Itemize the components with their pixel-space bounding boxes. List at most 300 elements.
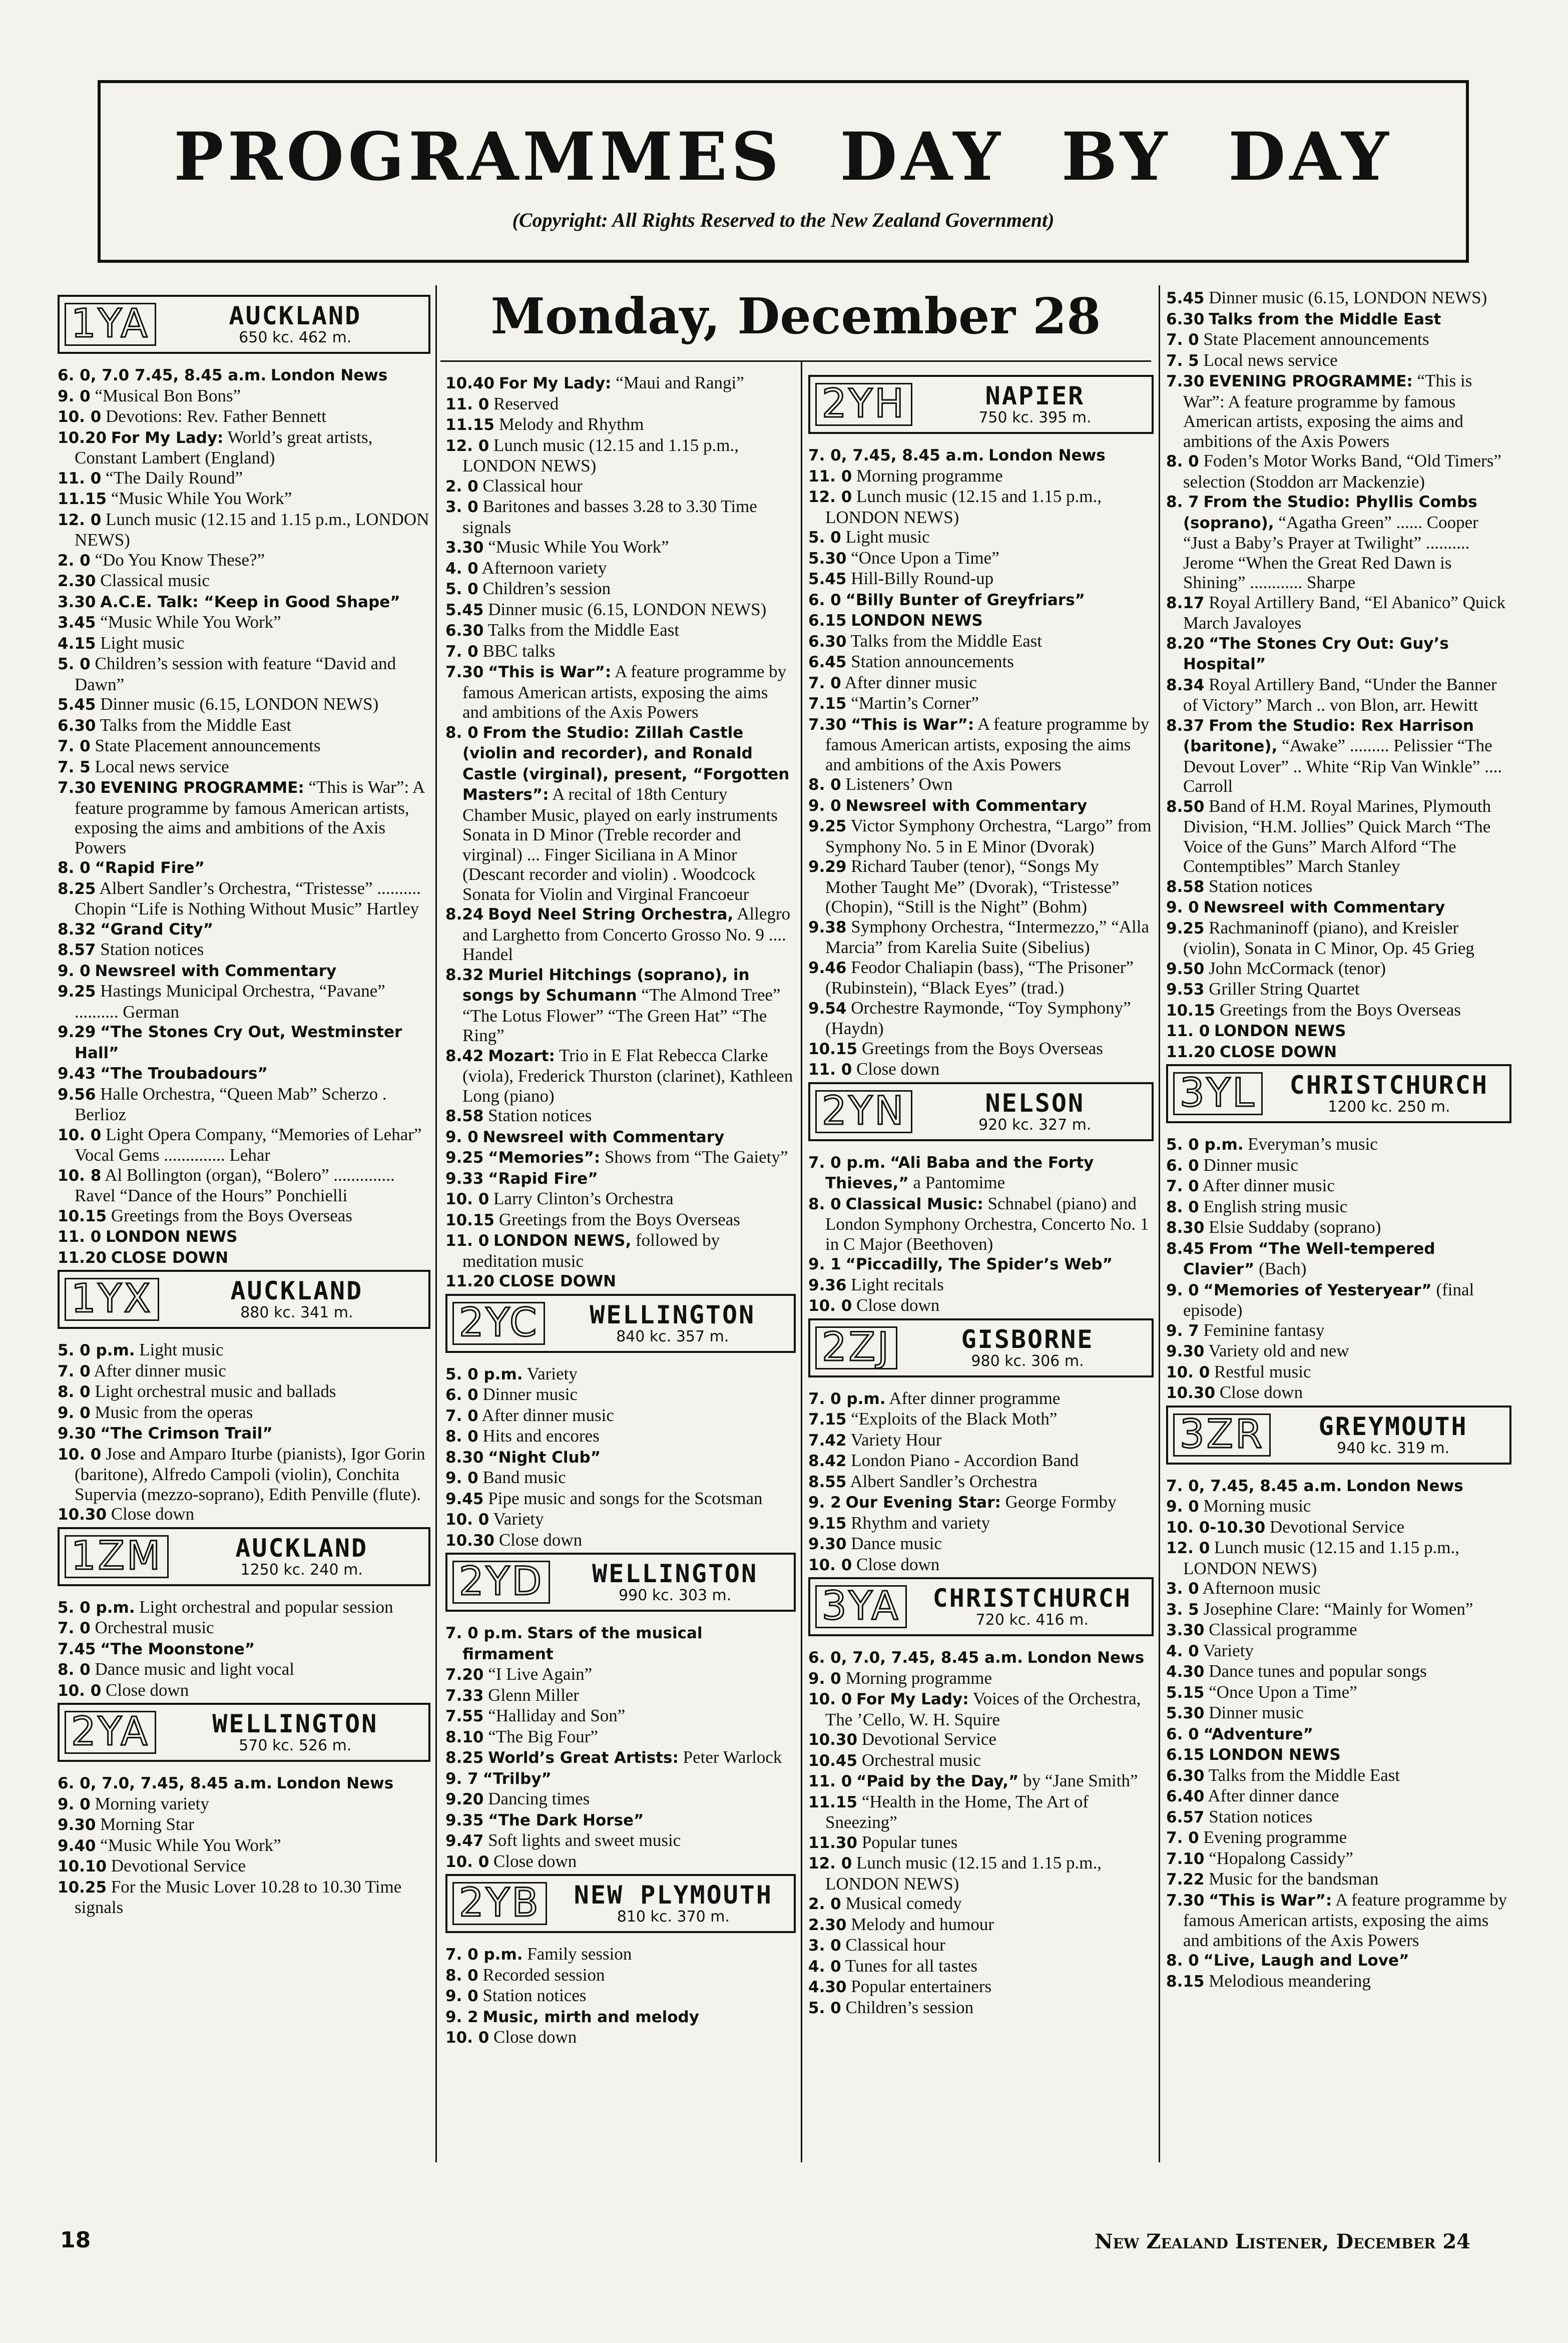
programme-description: “Once Upon a Time” — [1209, 1682, 1357, 1702]
programme-entry — [445, 435, 796, 476]
programme-entry — [808, 1039, 1154, 1060]
programme-time: 6.30 — [808, 632, 847, 651]
programme-title: London News — [988, 446, 1106, 464]
programme-description: Orchestral music — [95, 1618, 214, 1637]
programme-time: 10.20 — [58, 428, 107, 447]
programme-entry — [58, 1247, 430, 1268]
programme-entry — [58, 612, 430, 633]
station-call-sign: 1YA — [65, 303, 156, 346]
programme-entry — [58, 1659, 430, 1680]
programme-entry — [58, 1835, 430, 1856]
programme-title: Muriel Hitchings (soprano), in songs by Schumann — [462, 966, 750, 1005]
programme-title: EVENING PROGRAMME: — [1209, 372, 1413, 390]
programme-time: 6.15 — [1166, 1746, 1205, 1764]
programme-title: CLOSE DOWN — [111, 1248, 229, 1267]
programme-title: Boyd Neel String Orchestra, — [488, 905, 734, 923]
station-meta — [553, 1882, 794, 1926]
station-call-sign: 1YX — [65, 1278, 159, 1321]
programme-time: 4.30 — [1166, 1663, 1205, 1681]
programme-title: “Live, Laugh and Love” — [1203, 1952, 1409, 1970]
programme-entry — [808, 917, 1154, 958]
programme-entry — [58, 1402, 430, 1424]
programme-time: 10. 0 — [808, 1690, 852, 1708]
programme-title: London News — [1027, 1649, 1145, 1667]
programme-title: “The Moonstone” — [100, 1640, 255, 1658]
programme-description: Close down — [111, 1504, 195, 1524]
programme-entry — [1166, 350, 1511, 371]
programme-entry — [808, 1894, 1154, 1915]
programme-description: Trio in E Flat Rebecca Clarke (viola), Frederick Thurston (clarinet), Kathleen Long (piano) — [462, 1045, 793, 1106]
programme-title: “Adventure” — [1203, 1725, 1313, 1743]
programme-title: EVENING PROGRAMME: — [100, 779, 304, 797]
programme-time: 4.30 — [808, 1978, 847, 1996]
programme-entry — [58, 878, 430, 919]
programme-time: 8. 0 — [1166, 452, 1199, 471]
programme-description: Morning programme — [856, 465, 1003, 486]
programme-time: 10.30 — [445, 1531, 495, 1550]
programme-entry — [445, 558, 796, 579]
programme-description: Recorded session — [482, 1965, 605, 1985]
programme-time: 10.15 — [445, 1211, 495, 1229]
programme-time: 10. 8 — [58, 1166, 102, 1185]
programme-title: LONDON NEWS — [1209, 1746, 1341, 1764]
programme-description: Hits and encores — [482, 1426, 600, 1446]
programme-time: 9.40 — [58, 1836, 96, 1855]
station-city: AUCKLAND — [230, 1276, 363, 1305]
programme-description: Everyman’s music — [1248, 1134, 1378, 1154]
station-frequency: 1200 kc. 250 m. — [1328, 1098, 1450, 1116]
programme-time: 7.30 — [1166, 1891, 1205, 1910]
programme-entry — [1166, 1807, 1511, 1828]
programme-entry — [445, 1271, 796, 1292]
programme-description: Dinner music — [482, 1384, 578, 1404]
programme-time: 7. 0 — [1166, 1829, 1199, 1847]
programme-entry — [808, 1492, 1154, 1513]
programme-entry — [445, 394, 796, 415]
programme-entry — [1166, 918, 1511, 959]
programme-description: Light Opera Company, “Memories of Lehar” Vocal Gems .............. Lehar — [75, 1124, 422, 1165]
programme-time: 10.45 — [808, 1751, 858, 1770]
programme-description: Close down — [856, 1295, 940, 1315]
programme-time: 6. 0, 7.0 7.45, 8.45 a.m. — [58, 366, 267, 384]
programme-title: “Ali Baba and the Forty Thieves,” — [825, 1153, 1094, 1192]
programme-time: 7. 0 — [58, 1619, 91, 1637]
programme-entry — [808, 590, 1154, 611]
programme-entry — [1166, 288, 1511, 309]
programme-time: 7.22 — [1166, 1870, 1205, 1889]
programme-time: 11.15 — [445, 416, 495, 434]
programme-time: 8.25 — [58, 879, 96, 898]
programme-time: 11.20 — [445, 1272, 495, 1290]
programme-time: 5. 0 — [58, 655, 91, 673]
station-frequency: 880 kc. 341 m. — [240, 1304, 353, 1321]
programme-time: 7.42 — [808, 1431, 847, 1450]
programme-time: 10. 0 — [808, 1556, 852, 1574]
programme-description: Lunch music (12.15 and 1.15 p.m., LONDON NEWS) — [75, 509, 429, 550]
programme-description: Melody and Rhythm — [498, 414, 644, 434]
programme-entry — [445, 1210, 796, 1231]
programme-entry — [1166, 1238, 1511, 1280]
programme-entry — [445, 1230, 796, 1271]
programme-time: 9.36 — [808, 1276, 847, 1294]
programme-description: Classical music — [100, 571, 210, 590]
station-call-sign: 2YN — [815, 1090, 912, 1133]
programme-time: 6. 0 — [445, 1386, 478, 1404]
programme-description: Station notices — [100, 940, 204, 959]
programme-time: 9.25 — [58, 983, 96, 1001]
programme-title: “The Dark Horse” — [488, 1811, 644, 1829]
programme-description: Griller String Quartet — [1209, 979, 1360, 999]
programme-description: Dance music and light vocal — [95, 1659, 294, 1679]
programme-time: 8.25 — [445, 1749, 484, 1767]
programme-entry — [808, 714, 1154, 775]
programme-entry — [808, 1534, 1154, 1555]
programme-entry — [808, 673, 1154, 694]
programme-entry — [808, 1771, 1154, 1792]
programme-description: Light orchestral and popular session — [139, 1597, 393, 1617]
programme-time: 10.15 — [808, 1040, 858, 1058]
programme-time: 5.30 — [808, 549, 847, 568]
programme-time: 9.33 — [445, 1169, 484, 1188]
programme-time: 7. 0 p.m. — [445, 1946, 523, 1964]
programme-description: Variety old and new — [1208, 1341, 1349, 1360]
programme-time: 8. 0 — [445, 723, 478, 742]
station-city: GREYMOUTH — [1318, 1412, 1468, 1441]
programme-time: 10.10 — [58, 1857, 107, 1876]
programme-description: by “Jane Smith” — [1023, 1771, 1138, 1790]
programme-description: Reserved — [493, 393, 559, 413]
programme-entry — [1166, 715, 1511, 796]
station-call-sign: 3YA — [815, 1585, 907, 1628]
programme-entry — [1166, 492, 1511, 593]
programme-title: For My Lady: — [856, 1690, 969, 1708]
programme-description: “The Daily Round” — [106, 467, 243, 488]
station-header-2yb — [445, 1874, 796, 1933]
programme-entry — [58, 406, 430, 427]
programme-description: Al Bollington (organ), “Bolero” .............. Ravel “Dance of the Hours” Ponchielli — [75, 1165, 395, 1205]
programme-description: Glenn Miller — [488, 1685, 580, 1705]
programme-time: 5.45 — [445, 601, 484, 619]
programme-time: 9. 0 — [1166, 1498, 1199, 1516]
programme-time: 11. 0 — [58, 1228, 102, 1246]
programme-time: 8. 0 — [1166, 1952, 1199, 1970]
programme-description: “I Live Again” — [488, 1664, 593, 1684]
programme-time: 10.30 — [808, 1731, 858, 1749]
programme-description: Classical hour — [845, 1935, 945, 1955]
programme-description: Lunch music (12.15 and 1.15 p.m., LONDON NEWS) — [825, 1853, 1102, 1894]
station-header-2yh — [808, 375, 1154, 434]
programme-entry — [58, 1877, 430, 1918]
programme-entry — [445, 1768, 796, 1789]
programme-description: Foden’s Motor Works Band, “Old Timers” selection (Stoddon arr Mackenzie) — [1183, 451, 1501, 492]
programme-entry — [445, 537, 796, 558]
programme-description: Elsie Suddaby (soprano) — [1209, 1217, 1381, 1237]
programme-time: 10. 0 — [58, 1126, 102, 1144]
programme-entry — [1166, 1341, 1511, 1362]
programme-time: 9.30 — [1166, 1342, 1205, 1360]
programme-entry — [445, 1664, 796, 1685]
programme-time: 6.45 — [808, 653, 847, 671]
programme-description: Devotions: Rev. Father Bennett — [106, 406, 327, 426]
programme-time: 12. 0 — [58, 511, 102, 529]
programme-title: From the Studio: Zillah Castle (violin and recorder), and Ronald Castle (virginal), present, “Forgotten Masters”: — [462, 723, 790, 804]
programme-time: 9. 2 — [808, 1494, 841, 1512]
programme-entry — [808, 1059, 1154, 1080]
programme-entry — [58, 1381, 430, 1402]
programme-time: 7.15 — [808, 695, 847, 713]
programme-description: Talks from the Middle East — [850, 631, 1042, 651]
programme-description: “Exploits of the Black Moth” — [851, 1409, 1058, 1429]
programme-time: 12. 0 — [808, 1854, 852, 1872]
column-rule-1 — [435, 285, 437, 2162]
programme-time: 9.15 — [808, 1514, 847, 1533]
programme-title: For My Lady: — [111, 428, 224, 447]
programme-entry — [808, 1295, 1154, 1316]
programme-description: Lunch music (12.15 and 1.15 p.m., LONDON NEWS) — [462, 435, 739, 476]
programme-title: Mozart: — [488, 1047, 555, 1065]
programme-title: “Rapid Fire” — [488, 1169, 598, 1188]
programme-entry — [808, 487, 1154, 527]
programme-time: 9. 0 — [1166, 1281, 1199, 1299]
programme-entry — [808, 1956, 1154, 1977]
programme-time: 6.15 — [808, 612, 847, 630]
programme-description: Evening programme — [1203, 1827, 1347, 1847]
station-header-3zr — [1166, 1405, 1511, 1465]
programme-description: Popular entertainers — [851, 1977, 992, 1996]
programme-description: “The Big Four” — [488, 1726, 598, 1746]
programme-description: Variety — [493, 1509, 544, 1529]
programme-entry — [808, 1792, 1154, 1832]
station-city: NELSON — [985, 1088, 1085, 1118]
programme-entry — [808, 527, 1154, 548]
programme-entry — [808, 1451, 1154, 1472]
programme-entry — [58, 715, 430, 736]
programme-time: 8. 0 — [1166, 1198, 1199, 1216]
programme-time: 11. 0 — [58, 469, 102, 488]
programme-description: Classical programme — [1209, 1620, 1357, 1639]
programme-time: 7. 0 — [58, 737, 91, 755]
programme-time: 8.30 — [1166, 1219, 1205, 1237]
programme-title: Stars of the musical firmament — [462, 1624, 703, 1663]
programme-title: “Trilby” — [482, 1769, 552, 1788]
programme-time: 8. 0 — [58, 1383, 91, 1401]
programme-entry — [808, 1750, 1154, 1771]
programme-description: A feature programme by famous American artists, exposing the aims and ambitions of the Axis Powers — [825, 714, 1150, 774]
programme-time: 5. 0 — [445, 580, 478, 598]
programme-time: 10. 0 — [445, 2029, 489, 2047]
programme-time: 9. 7 — [445, 1769, 478, 1788]
programme-time: 10.40 — [445, 374, 495, 392]
programme-title: World’s Great Artists: — [488, 1749, 679, 1767]
programme-description: Afternoon music — [1202, 1578, 1321, 1598]
programme-time: 4.15 — [58, 634, 96, 653]
programme-entry — [58, 919, 430, 940]
programme-entry — [808, 1194, 1154, 1254]
programme-entry — [1166, 633, 1511, 675]
programme-description: A recital of 18th Century Chamber Music, played on early instruments Sonata in D Minor (Treble recorder and virginal) ... Finger Siciliana in A Minor (Descant recorder and violin) . Woodcock Sonata for Violin and Virginal Francoeur — [462, 784, 778, 904]
programme-time: 9.45 — [445, 1490, 484, 1508]
station-call-sign: 3ZR — [1173, 1414, 1271, 1457]
programme-time: 7. 0 — [1166, 1177, 1199, 1195]
programme-time: 6. 0 — [1166, 1725, 1199, 1743]
day-underline — [440, 360, 1151, 362]
programme-description: “Hopalong Cassidy” — [1209, 1848, 1353, 1868]
programme-entry — [1166, 1362, 1511, 1383]
programme-time: 5. 0 — [808, 1999, 841, 2017]
programme-time: 5. 0 — [808, 529, 841, 547]
programme-entry — [58, 427, 430, 468]
programme-time: 11. 0 — [1166, 1022, 1210, 1040]
station-city: AUCKLAND — [235, 1533, 368, 1563]
programme-entry — [58, 1444, 430, 1505]
programme-entry — [1166, 1786, 1511, 1807]
programme-time: 9.30 — [58, 1816, 96, 1834]
programme-entry — [808, 1388, 1154, 1410]
programme-time: 3.30 — [445, 539, 484, 557]
programme-time: 9. 0 — [445, 1469, 478, 1487]
programme-entry — [445, 414, 796, 435]
programme-time: 9.25 — [808, 817, 847, 835]
programme-entry — [58, 386, 430, 407]
programme-entry — [1166, 1971, 1511, 1992]
programme-description: BBC talks — [482, 641, 556, 661]
programme-time: 6. 0, 7.0, 7.45, 8.45 a.m. — [58, 1774, 272, 1792]
programme-description: Devotional Service — [861, 1729, 997, 1749]
programme-time: 11. 0 — [445, 395, 489, 413]
station-call-sign: 2ZJ — [815, 1326, 897, 1369]
programme-time: 9. 0 — [58, 1795, 91, 1813]
programme-description: Close down — [856, 1554, 940, 1574]
station-call-sign: 2YC — [452, 1302, 545, 1345]
programme-description: “This is War”: A feature programme by famous American artists, exposing the aims and ambitions of the Axis Powers — [75, 777, 424, 857]
programme-time: 9.20 — [445, 1790, 484, 1808]
programme-time: 10. 0 — [1166, 1363, 1210, 1381]
programme-time: 7. 0 — [58, 1362, 91, 1380]
programme-description: Light music — [139, 1340, 224, 1359]
programme-entry — [808, 1513, 1154, 1534]
programme-entry — [58, 736, 430, 757]
programme-entry — [445, 1106, 796, 1127]
station-city: NAPIER — [985, 381, 1085, 410]
programme-time: 9.47 — [445, 1832, 484, 1850]
programme-entry — [445, 1685, 796, 1706]
programme-time: 11. 0 — [808, 1772, 852, 1790]
programme-entry — [808, 1935, 1154, 1956]
programme-entry — [1166, 329, 1511, 350]
station-header-3yl — [1166, 1064, 1511, 1123]
copyright-notice: (Copyright: All Rights Reserved to the New Zealand Government) — [512, 209, 1055, 231]
station-meta — [162, 1710, 428, 1754]
programme-entry — [808, 1472, 1154, 1493]
programme-entry — [445, 1623, 796, 1664]
programme-title: “Night Club” — [488, 1448, 601, 1467]
programme-description: Afternoon variety — [481, 558, 607, 578]
programme-description: Orchestral music — [861, 1750, 981, 1770]
programme-entry — [58, 857, 430, 878]
programme-time: 11. 0 — [445, 1232, 489, 1250]
programme-description: followed by meditation music — [462, 1230, 720, 1271]
programme-entry — [445, 1986, 796, 2007]
programme-description: Morning Star — [100, 1814, 194, 1834]
programme-time: 8.10 — [445, 1728, 484, 1746]
programme-entry — [1166, 1320, 1511, 1341]
programme-entry — [808, 958, 1154, 998]
programme-entry — [1166, 309, 1511, 330]
programme-entry — [808, 1729, 1154, 1750]
station-call-sign: 2YA — [65, 1711, 156, 1754]
programme-time: 9. 0 — [445, 1987, 478, 2005]
programme-entry — [445, 1727, 796, 1748]
programme-entry — [1166, 1703, 1511, 1724]
programme-entry — [445, 497, 796, 537]
programme-time: 9.30 — [58, 1425, 96, 1443]
station-meta — [918, 1090, 1152, 1134]
station-city: GISBORNE — [961, 1324, 1094, 1354]
programme-entry — [808, 548, 1154, 569]
programme-time: 5.45 — [58, 696, 96, 714]
station-frequency: 940 kc. 319 m. — [1336, 1439, 1450, 1457]
programme-description: After dinner dance — [1208, 1786, 1339, 1805]
programme-time: 7.30 — [808, 715, 847, 734]
programme-time: 10.30 — [58, 1506, 107, 1524]
programme-entry — [58, 1361, 430, 1382]
programme-entry — [58, 365, 430, 386]
programme-time: 7.45 — [58, 1640, 96, 1658]
programme-time: 2. 0 — [445, 477, 478, 496]
programme-description: Lunch music (12.15 and 1.15 p.m., LONDON NEWS) — [1183, 1538, 1459, 1578]
programme-time: 7. 5 — [58, 758, 91, 776]
programme-title: “The Stones Cry Out: Guy’s Hospital” — [1183, 634, 1449, 673]
programme-entry — [445, 373, 796, 394]
programme-time: 5.15 — [1166, 1683, 1205, 1702]
programme-description: Variety — [527, 1363, 578, 1383]
programme-description: Close down — [493, 2027, 577, 2047]
masthead-box — [98, 80, 1469, 263]
programme-description: Greetings from the Boys Overseas — [111, 1205, 352, 1225]
programme-title: “Grand City” — [100, 920, 214, 939]
station-header-2yd — [445, 1553, 796, 1612]
programme-title: Music, mirth and melody — [482, 2008, 699, 2026]
programme-title: CLOSE DOWN — [1219, 1043, 1337, 1061]
programme-entry — [58, 633, 430, 654]
programme-entry — [445, 1965, 796, 1986]
programme-time: 8.17 — [1166, 594, 1205, 612]
programme-entry — [58, 940, 430, 961]
programme-description: Close down — [856, 1059, 940, 1079]
programme-entry — [1166, 1155, 1511, 1176]
station-frequency: 810 kc. 370 m. — [617, 1908, 730, 1926]
programme-entry — [808, 1853, 1154, 1894]
programme-title: “The Troubadours” — [100, 1065, 268, 1083]
programme-description: Light recitals — [851, 1274, 944, 1294]
station-frequency: 840 kc. 357 m. — [616, 1327, 729, 1345]
programme-entry — [445, 1127, 796, 1148]
programme-description: Albert Sandler’s Orchestra — [850, 1471, 1037, 1491]
column-3 — [808, 373, 1154, 2018]
programme-description: Restful music — [1214, 1361, 1311, 1381]
programme-time: 8.42 — [808, 1452, 847, 1470]
programme-title: LONDON NEWS — [851, 612, 983, 630]
station-meta — [556, 1560, 794, 1604]
programme-description: Josephine Clare: “Mainly for Women” — [1203, 1599, 1473, 1619]
programme-description: Peter Warlock — [683, 1747, 782, 1767]
programme-entry — [445, 1789, 796, 1810]
programme-entry — [58, 654, 430, 694]
programme-entry — [445, 662, 796, 722]
programme-time: 6.30 — [1166, 310, 1205, 328]
programme-description: Morning music — [1203, 1496, 1311, 1516]
programme-time: 8.32 — [58, 920, 96, 939]
